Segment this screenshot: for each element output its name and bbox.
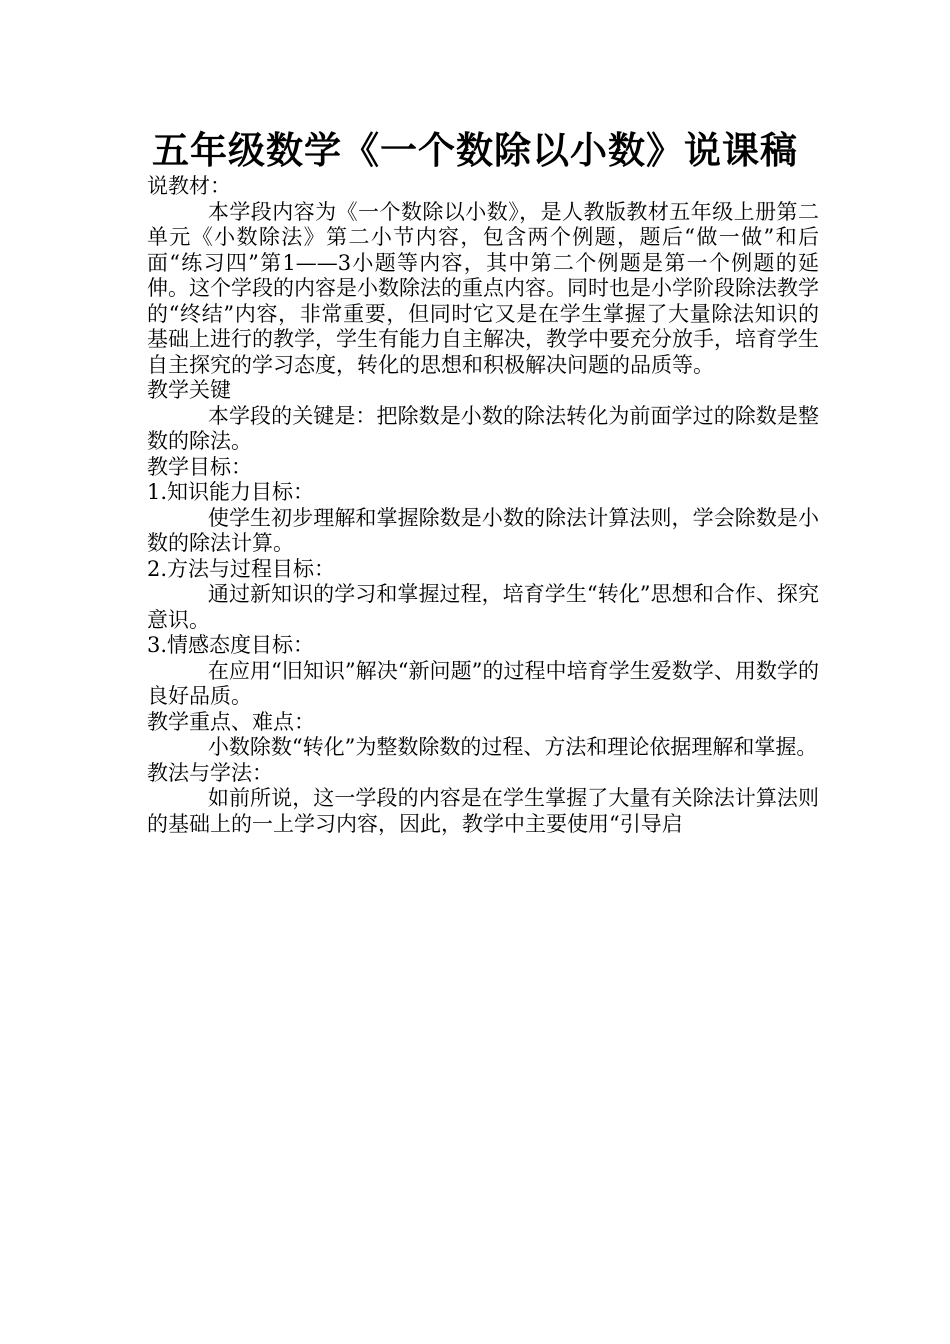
paragraph-goal-2: 通过新知识的学习和掌握过程，培育学生“转化”思想和合作、探究意识。 [147,582,819,632]
document-title: 五年级数学《一个数除以小数》说课稿 [152,128,798,172]
document-body [147,174,819,837]
paragraph-goal-1: 使学生初步理解和掌握除数是小数的除法计算法则，学会除数是小数的除法计算。 [147,505,819,555]
heading-teaching-goals: 教学目标： [147,454,252,479]
paragraph-goal-3: 在应用“旧知识”解决“新问题”的过程中培育学生爱数学、用数学的良好品质。 [147,658,819,708]
heading-teaching-key: 教学关键 [147,378,231,402]
heading-goal-2: 2.方法与过程目标： [147,556,336,581]
paragraph-key: 本学段的关键是：把除数是小数的除法转化为前面学过的除数是整数的除法。 [147,403,819,453]
paragraph-key-difficult: 小数除数“转化”为整数除数的过程、方法和理论依据理解和掌握。 [207,735,818,759]
heading-goal-3: 3.情感态度目标： [147,633,315,657]
paragraph-intro: 本学段内容为《一个数除以小数》，是人教版教材五年级上册第二单元《小数除法》第二小节内容，包含两个例题，题后“做一做”和后面“练习四”第1——3小题等内容，其中第二个例题是第一个例题的延伸。这个学段的内容是小数除法的重点内容。同时也是小学阶段除法教学的“终结”内容，非常重要，但同时它又是在学生掌握了大量除法知识的基础上进行的教学，学生有能力自主解决，教学中要充分放手，培育学生自主探究的学习态度，转化的思想和积极解决问题的品质等。 [147,199,819,377]
paragraph-methods: 如前所说，这一学段的内容是在学生掌握了大量有关除法计算法则的基础上的一上学习内容，因此，教学中主要使用“引导启 [147,786,819,836]
heading-goal-1: 1.知识能力目标： [147,480,315,504]
heading-methods: 教法与学法： [147,760,273,785]
heading-key-difficult: 教学重点、难点： [147,709,315,734]
section-label: 说教材： [147,174,231,198]
